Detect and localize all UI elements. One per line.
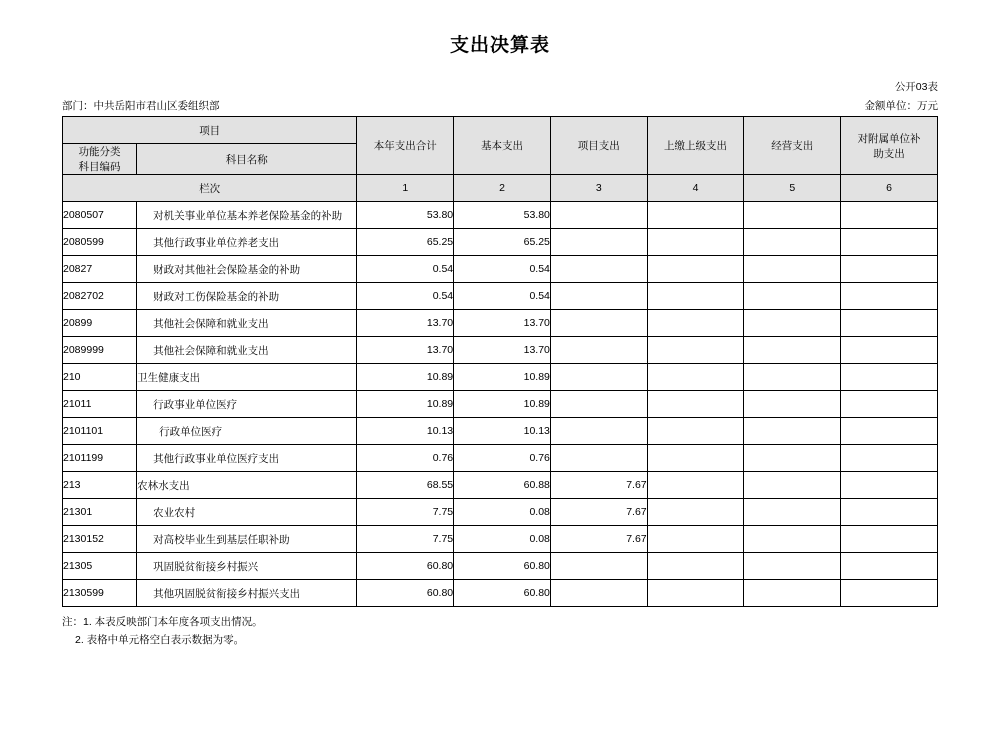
cell-name: 行政事业单位医疗 (137, 391, 357, 418)
cell-basic: 60.88 (454, 472, 551, 499)
table-row (63, 526, 938, 553)
cell-subsidy (841, 472, 938, 499)
cell-project (550, 553, 647, 580)
cell-name: 财政对工伤保险基金的补助 (137, 283, 357, 310)
cell-project: 7.67 (550, 526, 647, 553)
cell-total: 10.89 (357, 364, 454, 391)
cell-name: 其他行政事业单位养老支出 (137, 229, 357, 256)
cell-project (550, 283, 647, 310)
table-row (63, 391, 938, 418)
cell-operating (744, 364, 841, 391)
cell-total: 65.25 (357, 229, 454, 256)
note-2: 2. 表格中单元格空白表示数据为零。 (75, 633, 245, 646)
cell-name: 巩固脱贫衔接乡村振兴 (137, 553, 357, 580)
cell-code: 21301 (63, 499, 137, 526)
cell-operating (744, 526, 841, 553)
note-1: 注：1. 本表反映部门本年度各项支出情况。 (62, 616, 263, 628)
cell-total: 10.13 (357, 418, 454, 445)
department-label: 部门：中共岳阳市君山区委组织部 (62, 100, 220, 112)
cell-project (550, 418, 647, 445)
cell-basic: 0.08 (454, 526, 551, 553)
table-row (63, 499, 938, 526)
cell-basic: 13.70 (454, 337, 551, 364)
cell-upper (647, 472, 744, 499)
column-number-5: 5 (744, 175, 841, 202)
cell-name: 其他社会保障和就业支出 (137, 310, 357, 337)
header-subsidy-line1: 对附属单位补 (857, 132, 921, 145)
column-row-label: 栏次 (63, 175, 357, 202)
cell-basic: 0.08 (454, 499, 551, 526)
cell-code: 213 (63, 472, 137, 499)
header-function-code-line1: 功能分类 (78, 146, 121, 158)
cell-basic: 53.80 (454, 202, 551, 229)
cell-upper (647, 445, 744, 472)
cell-name: 对高校毕业生到基层任职补助 (137, 526, 357, 553)
table-row (63, 445, 938, 472)
table-notes (0, 614, 1000, 650)
cell-basic: 10.89 (454, 364, 551, 391)
cell-subsidy (841, 553, 938, 580)
cell-total: 7.75 (357, 499, 454, 526)
cell-basic: 10.89 (454, 391, 551, 418)
table-row (63, 553, 938, 580)
cell-operating (744, 256, 841, 283)
header-total: 本年支出合计 (357, 117, 454, 175)
cell-project (550, 310, 647, 337)
cell-subsidy (841, 310, 938, 337)
cell-total: 60.80 (357, 580, 454, 607)
cell-operating (744, 391, 841, 418)
table-row (63, 229, 938, 256)
header-subsidy-expenditure (841, 117, 938, 175)
cell-upper (647, 526, 744, 553)
cell-project (550, 364, 647, 391)
header-project-expenditure: 项目支出 (550, 117, 647, 175)
cell-project (550, 202, 647, 229)
cell-operating (744, 418, 841, 445)
table-row (63, 580, 938, 607)
cell-upper (647, 256, 744, 283)
cell-subsidy (841, 499, 938, 526)
cell-subsidy (841, 391, 938, 418)
cell-upper (647, 553, 744, 580)
cell-name: 其他巩固脱贫衔接乡村振兴支出 (137, 580, 357, 607)
cell-basic: 0.76 (454, 445, 551, 472)
table-header-group-row (63, 117, 938, 144)
cell-project (550, 337, 647, 364)
cell-subsidy (841, 526, 938, 553)
cell-project (550, 580, 647, 607)
cell-operating (744, 472, 841, 499)
cell-upper (647, 229, 744, 256)
header-function-code-line2: 科目编码 (78, 161, 121, 173)
column-number-6: 6 (841, 175, 938, 202)
cell-project (550, 391, 647, 418)
cell-subsidy (841, 256, 938, 283)
header-subject-name: 科目名称 (137, 144, 357, 175)
table-row (63, 256, 938, 283)
column-number-4: 4 (647, 175, 744, 202)
cell-code: 2082702 (63, 283, 137, 310)
form-code: 公开03表 (894, 81, 938, 93)
cell-code: 2101101 (63, 418, 137, 445)
amount-unit-label: 金额单位：万元 (864, 100, 938, 112)
cell-project: 7.67 (550, 499, 647, 526)
table-column-number-row (63, 175, 938, 202)
cell-subsidy (841, 580, 938, 607)
cell-name: 农林水支出 (137, 472, 357, 499)
table-row (63, 364, 938, 391)
cell-upper (647, 418, 744, 445)
column-number-1: 1 (357, 175, 454, 202)
cell-name: 其他行政事业单位医疗支出 (137, 445, 357, 472)
cell-project (550, 256, 647, 283)
cell-upper (647, 364, 744, 391)
page-title: 支出决算表 (449, 35, 550, 56)
cell-total: 7.75 (357, 526, 454, 553)
cell-subsidy (841, 445, 938, 472)
cell-name: 财政对其他社会保险基金的补助 (137, 256, 357, 283)
cell-name: 其他社会保障和就业支出 (137, 337, 357, 364)
cell-project (550, 229, 647, 256)
cell-operating (744, 310, 841, 337)
cell-project: 7.67 (550, 472, 647, 499)
header-subsidy-line2: 助支出 (873, 147, 905, 160)
cell-operating (744, 202, 841, 229)
cell-total: 53.80 (357, 202, 454, 229)
cell-code: 2101199 (63, 445, 137, 472)
cell-basic: 10.13 (454, 418, 551, 445)
header-group-item: 项目 (63, 117, 357, 144)
table-row (63, 418, 938, 445)
cell-operating (744, 445, 841, 472)
table-row (63, 472, 938, 499)
cell-code: 2089999 (63, 337, 137, 364)
cell-code: 2130152 (63, 526, 137, 553)
cell-basic: 65.25 (454, 229, 551, 256)
table-row (63, 310, 938, 337)
table-meta-row (0, 98, 1000, 113)
cell-operating (744, 580, 841, 607)
header-operating-expenditure: 经营支出 (744, 117, 841, 175)
cell-code: 21011 (63, 391, 137, 418)
cell-upper (647, 283, 744, 310)
cell-name: 卫生健康支出 (137, 364, 357, 391)
cell-total: 68.55 (357, 472, 454, 499)
column-number-2: 2 (454, 175, 551, 202)
cell-upper (647, 337, 744, 364)
cell-total: 0.76 (357, 445, 454, 472)
cell-operating (744, 499, 841, 526)
table-row (63, 337, 938, 364)
cell-operating (744, 283, 841, 310)
cell-operating (744, 553, 841, 580)
cell-basic: 60.80 (454, 580, 551, 607)
header-upper-level-expenditure: 上缴上级支出 (647, 117, 744, 175)
cell-operating (744, 229, 841, 256)
cell-upper (647, 580, 744, 607)
cell-name: 农业农村 (137, 499, 357, 526)
cell-basic: 13.70 (454, 310, 551, 337)
column-number-3: 3 (550, 175, 647, 202)
cell-project (550, 445, 647, 472)
cell-subsidy (841, 364, 938, 391)
cell-total: 60.80 (357, 553, 454, 580)
cell-code: 2130599 (63, 580, 137, 607)
cell-subsidy (841, 202, 938, 229)
cell-basic: 0.54 (454, 256, 551, 283)
table-row (63, 202, 938, 229)
cell-code: 21305 (63, 553, 137, 580)
cell-total: 13.70 (357, 337, 454, 364)
cell-code: 20899 (63, 310, 137, 337)
cell-name: 行政单位医疗 (137, 418, 357, 445)
cell-subsidy (841, 418, 938, 445)
cell-total: 13.70 (357, 310, 454, 337)
cell-code: 2080599 (63, 229, 137, 256)
cell-upper (647, 310, 744, 337)
cell-total: 0.54 (357, 283, 454, 310)
cell-upper (647, 391, 744, 418)
cell-code: 2080507 (63, 202, 137, 229)
cell-code: 20827 (63, 256, 137, 283)
document-page (0, 30, 1000, 736)
header-function-code (63, 144, 137, 175)
cell-total: 10.89 (357, 391, 454, 418)
cell-operating (744, 337, 841, 364)
header-basic-expenditure: 基本支出 (454, 117, 551, 175)
cell-name: 对机关事业单位基本养老保险基金的补助 (137, 202, 357, 229)
cell-subsidy (841, 229, 938, 256)
cell-code: 210 (63, 364, 137, 391)
cell-basic: 60.80 (454, 553, 551, 580)
cell-basic: 0.54 (454, 283, 551, 310)
cell-total: 0.54 (357, 256, 454, 283)
cell-upper (647, 202, 744, 229)
cell-upper (647, 499, 744, 526)
expenditure-final-accounts-table (62, 116, 938, 607)
table-row (63, 283, 938, 310)
cell-subsidy (841, 283, 938, 310)
cell-subsidy (841, 337, 938, 364)
